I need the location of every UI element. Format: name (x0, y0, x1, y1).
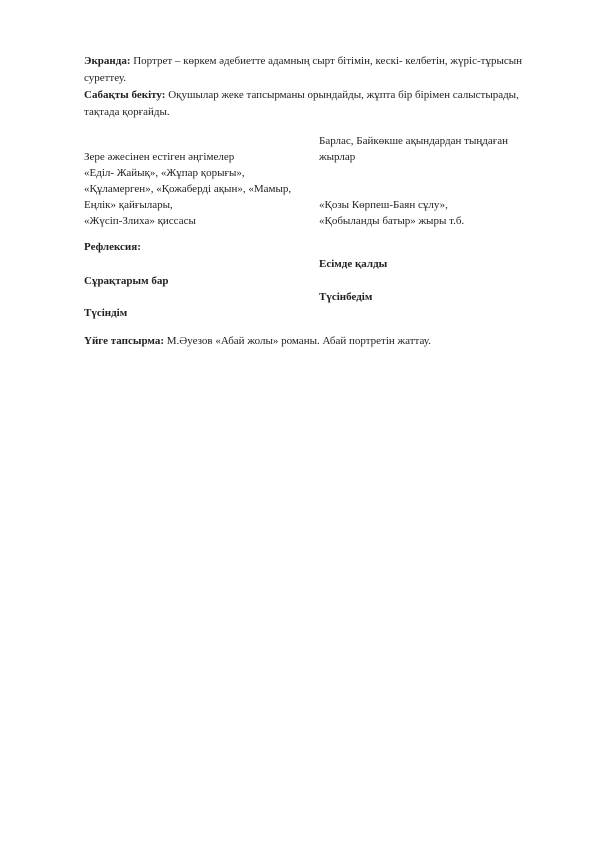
right-col-line-1: Барлас, Байкөкше ақындардан тыңдаған (319, 135, 508, 147)
screen-text: Портрет – көркем әдебиетте адамның сырт бітімін, кескі- келбетін, жүріс-тұрысын суреттеу. (84, 55, 522, 84)
reinforce-paragraph (84, 87, 554, 120)
left-col-line-2: «Еділ- Жайық», «Жұпар қорығы», (84, 167, 245, 179)
left-col-line-4: Еңлік» қайғылары, (84, 199, 173, 211)
right-col-line-2: жырлар (319, 151, 356, 163)
reflection-title: Рефлексия: (84, 241, 141, 253)
homework-text: М.Әуезов «Абай жолы» романы. Абай портретін жаттау. (164, 335, 431, 347)
right-col-line-3: «Қозы Көрпеш-Баян сұлу», (319, 199, 448, 211)
screen-label: Экранда: (84, 55, 131, 67)
reinforce-label: Сабақты бекіту: (84, 89, 166, 101)
homework-paragraph (84, 333, 431, 350)
reflection-question: Сұрақтарым бар (84, 275, 169, 287)
left-col-line-1: Зере әжесінен естіген әңгімелер (84, 151, 235, 163)
reflection-not-understood: Түсінбедім (319, 291, 373, 303)
homework-label: Үйге тапсырма: (84, 335, 164, 347)
reflection-remembered: Есімде қалды (319, 258, 388, 270)
right-col-line-4: «Қобыланды батыр» жыры т.б. (319, 215, 465, 227)
screen-paragraph (84, 53, 554, 86)
reflection-understood: Түсіндім (84, 307, 128, 319)
left-col-line-3: «Құламерген», «Қожаберді ақын», «Мамыр, (84, 183, 292, 195)
reinforce-text: Оқушылар жеке тапсырманы орындайды, жұпта бір бірімен салыстырады, тақтада қорғайды. (84, 89, 519, 118)
left-col-line-5: «Жүсіп-Злиха» қиссасы (84, 215, 196, 227)
